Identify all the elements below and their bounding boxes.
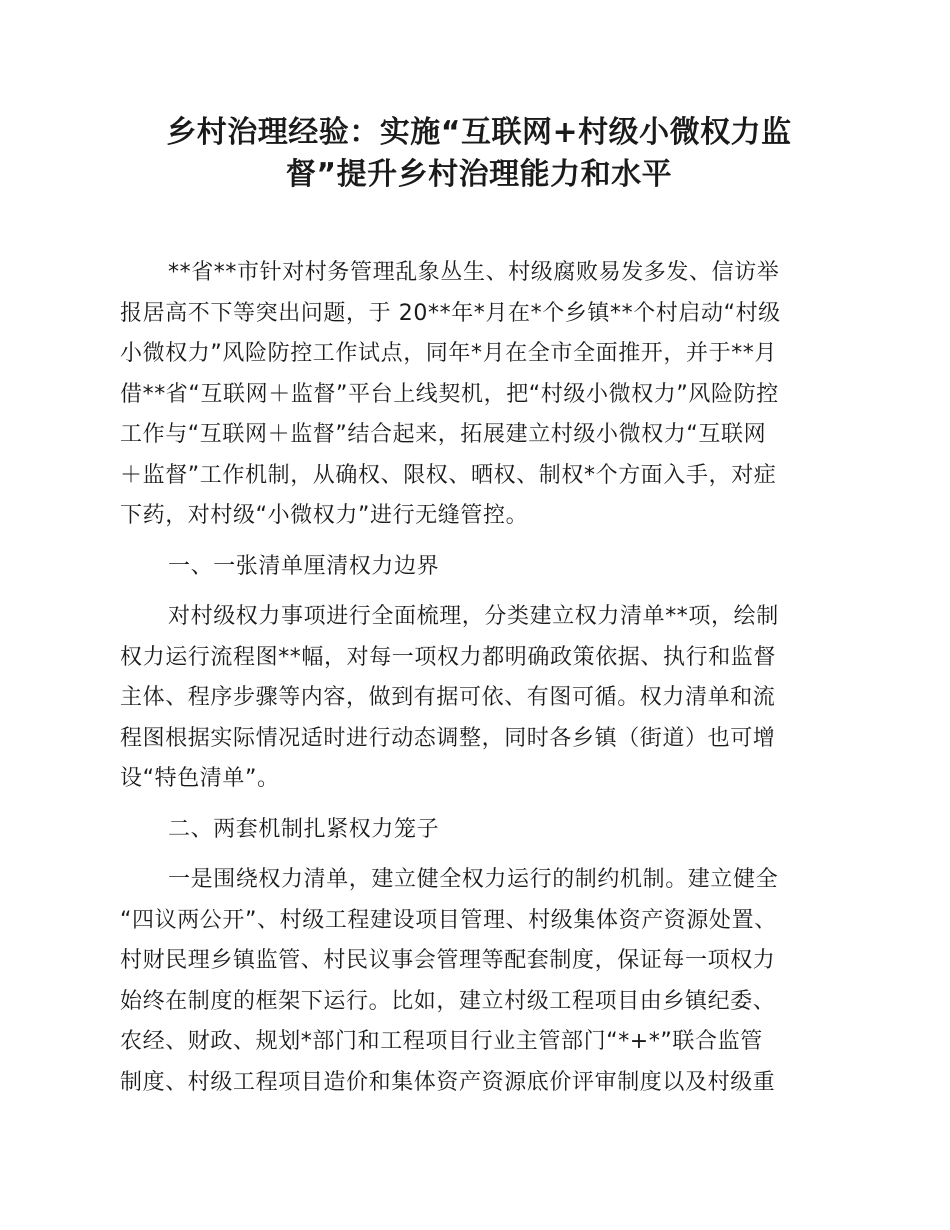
- document-title: [118, 112, 840, 196]
- title-line-1: 乡村治理经验：实施“互联网+村级小微权力监: [166, 115, 792, 150]
- section-heading-2: [120, 810, 842, 851]
- paragraph-line: 设“特色清单”。: [120, 766, 280, 791]
- paragraph-line: 工作与“互联网＋监督”结合起来，拓展建立村级小微权力“互联网: [120, 422, 767, 447]
- section-heading-text: 一、一张清单厘清权力边界: [168, 553, 440, 579]
- paragraph-line: **省**市针对村务管理乱象丛生、村级腐败易发多发、信访举: [168, 260, 780, 285]
- paragraph-line: 主体、程序步骤等内容，做到有据可依、有图可循。权力清单和流: [120, 685, 776, 710]
- paragraph-section-1: [120, 597, 842, 800]
- paragraph-line: 一是围绕权力清单，建立健全权力运行的制约机制。建立健全: [168, 867, 779, 892]
- paragraph-line: 始终在制度的框架下运行。比如，建立村级工程项目由乡镇纪委、: [120, 988, 776, 1014]
- paragraph-intro: [120, 253, 842, 537]
- paragraph-line: 下药，对村级“小微权力”进行无缝管控。: [120, 503, 529, 528]
- paragraph-line: 报居高不下等突出问题，于 20**年*月在*个乡镇**个村启动“村级: [120, 300, 781, 326]
- paragraph-line: 农经、财政、规划*部门和工程项目行业主管部门“*+*”联合监管: [120, 1029, 763, 1054]
- title-line-2: 督”提升乡村治理能力和水平: [285, 157, 673, 192]
- paragraph-line: 借**省“互联网＋监督”平台上线契机，把“村级小微权力”风险防控: [120, 381, 779, 407]
- paragraph-line: 对村级权力事项进行全面梳理，分类建立权力清单**项，绘制: [168, 604, 779, 629]
- paragraph-line: 权力运行流程图**幅，对每一项权力都明确政策依据、执行和监督: [120, 644, 777, 670]
- document-body: [120, 253, 842, 1103]
- paragraph-line: “四议两公开”、村级工程建设项目管理、村级集体资产资源处置、: [120, 907, 777, 933]
- paragraph-line: 村财民理乡镇监管、村民议事会管理等配套制度，保证每一项权力: [120, 948, 776, 973]
- paragraph-section-2: [120, 860, 842, 1103]
- section-heading-1: [120, 547, 842, 588]
- paragraph-line: 制度、村级工程项目造价和集体资产资源底价评审制度以及村级重: [120, 1069, 776, 1095]
- section-heading-text: 二、两套机制扎紧权力笼子: [168, 816, 440, 842]
- paragraph-line: ＋监督”工作机制，从确权、限权、晒权、制权*个方面入手，对症: [120, 462, 777, 488]
- paragraph-line: 小微权力”风险防控工作试点，同年*月在全市全面推开，并于**月: [120, 341, 777, 366]
- paragraph-line: 程图根据实际情况适时进行动态调整，同时各乡镇（街道）也可增: [120, 725, 776, 751]
